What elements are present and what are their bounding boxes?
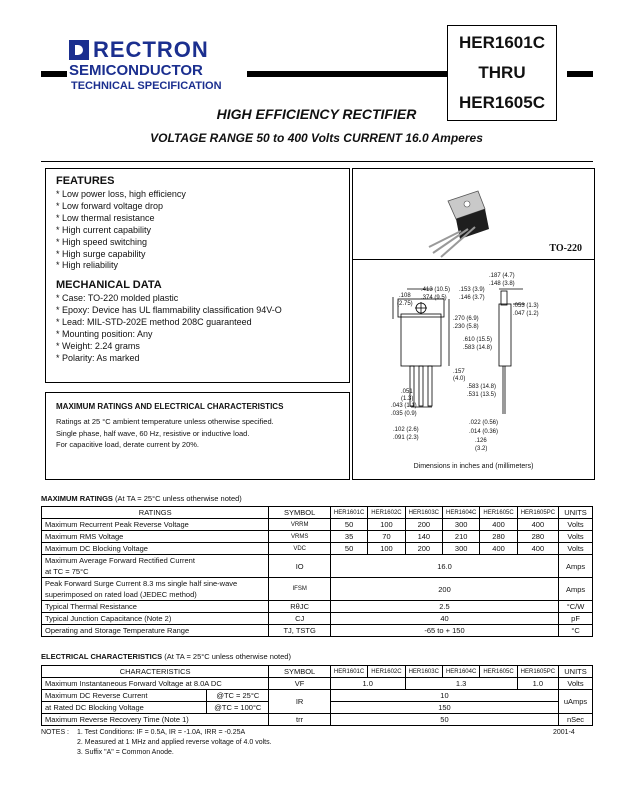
dim-label: .102 (2.6) <box>393 427 419 433</box>
package-box <box>352 168 595 480</box>
note-item: 1. Test Conditions: IF = 0.5A, IR = -1.0A, IRR = -0.25A <box>77 729 246 736</box>
row-unit: uAmps <box>559 690 593 714</box>
row-label: Maximum DC Reverse Current <box>42 690 207 702</box>
row-unit: Amps <box>559 578 593 601</box>
col-header: UNITS <box>559 666 593 678</box>
cell: 200 <box>330 578 558 601</box>
row-symbol: TJ, TSTG <box>269 625 331 637</box>
max-ratings-title <box>41 494 242 503</box>
cell: 1.0 <box>517 678 558 690</box>
notes-label: NOTES : <box>41 729 70 736</box>
cell: 1.0 <box>330 678 405 690</box>
page-subtitle: VOLTAGE RANGE 50 to 400 Volts CURRENT 16.0 Amperes <box>150 131 483 145</box>
col-header: HER1604C <box>443 507 480 519</box>
cell: 50 <box>330 543 367 555</box>
logo <box>69 37 209 63</box>
ratings-note-heading: MAXIMUM RATINGS AND ELECTRICAL CHARACTERISTICS <box>56 402 284 411</box>
row-label <box>42 578 269 601</box>
row-unit: °C <box>559 625 593 637</box>
notes-list <box>77 728 272 758</box>
row-unit: nSec <box>559 714 593 726</box>
mechanical-list <box>56 293 282 364</box>
row-label-line: at TC = 75°C <box>45 567 89 576</box>
list-item: * Lead: MIL-STD-202E method 208C guaranteed <box>56 316 252 327</box>
dim-label: .146 (3.7) <box>459 295 485 301</box>
cell: 100 <box>368 519 405 531</box>
elec-cond: (At TA = 25°C unless otherwise noted) <box>164 652 291 661</box>
cell: 280 <box>480 531 517 543</box>
part-line-2: THRU <box>478 63 526 82</box>
cell: 150 <box>330 702 558 714</box>
row-symbol: IR <box>269 690 331 714</box>
cell: 50 <box>330 714 558 726</box>
table-row <box>42 578 593 601</box>
cell: 400 <box>517 543 558 555</box>
row-symbol: IFSM <box>269 578 331 601</box>
list-item: * High current capability <box>56 224 152 235</box>
cell: 1.3 <box>405 678 517 690</box>
elec-title <box>41 652 291 661</box>
list-item: * Polarity: As marked <box>56 352 140 363</box>
header-rule-left <box>41 71 67 77</box>
dim-label: (1.3) <box>401 396 414 402</box>
row-cond: @TC = 25°C <box>207 690 269 702</box>
dim-label: .413 (10.5) <box>421 287 451 293</box>
cell: 200 <box>405 543 442 555</box>
table-row <box>42 543 593 555</box>
list-item: * Low thermal resistance <box>56 212 155 223</box>
dim-label: .043 (1.1) <box>391 403 417 409</box>
list-item: * Low power loss, high efficiency <box>56 189 186 199</box>
col-header: HER1604C <box>442 666 479 678</box>
cell: 210 <box>443 531 480 543</box>
doc-type: TECHNICAL SPECIFICATION <box>71 80 222 92</box>
part-line-3: HER1605C <box>459 93 545 112</box>
row-label: Maximum Instantaneous Forward Voltage at 8.0A DC <box>42 678 269 690</box>
col-header: RATINGS <box>42 507 269 519</box>
table-row <box>42 531 593 543</box>
table-row <box>42 714 593 726</box>
cell: 2.5 <box>330 601 558 613</box>
brand-name: RECTRON <box>93 37 209 62</box>
features-box <box>45 168 350 383</box>
table-header-row <box>42 507 593 519</box>
dim-label: .153 (3.9) <box>459 287 485 293</box>
row-label: Typical Thermal Resistance <box>42 601 269 613</box>
table-row <box>42 625 593 637</box>
row-symbol: trr <box>269 714 331 726</box>
list-item: * High reliability <box>56 260 119 271</box>
header-rule-right <box>567 71 593 77</box>
table-row <box>42 613 593 625</box>
row-symbol: VF <box>269 678 331 690</box>
to220-package-icon <box>429 191 489 257</box>
list-item: * Low forward voltage drop <box>56 200 164 211</box>
max-ratings-table <box>41 506 593 637</box>
cell: 140 <box>405 531 442 543</box>
max-ratings-cond: (At TA = 25°C unless otherwise noted) <box>115 494 242 503</box>
rectron-logo-icon <box>69 40 89 60</box>
table-row <box>42 555 593 578</box>
cell: 50 <box>330 519 367 531</box>
row-label: Maximum Reverse Recovery Time (Note 1) <box>42 714 269 726</box>
list-item: * High surge capability <box>56 248 146 259</box>
mechanical-heading: MECHANICAL DATA <box>56 279 162 291</box>
ratings-note-line: Ratings at 25 °C ambient temperature unless otherwise specified. <box>56 417 274 426</box>
cell: 40 <box>330 613 558 625</box>
cell: 400 <box>480 543 517 555</box>
package-label: TO-220 <box>549 243 582 254</box>
row-label: Maximum Recurrent Peak Reverse Voltage <box>42 519 269 531</box>
dim-label: (4.0) <box>453 376 466 382</box>
list-item: * High speed switching <box>56 236 148 247</box>
row-label-line: Peak Forward Surge Current 8.3 ms single half sine-wave <box>45 579 238 588</box>
dim-label: .583 (14.8) <box>467 384 497 390</box>
features-heading: FEATURES <box>56 175 115 187</box>
dim-label: .157 <box>453 369 465 375</box>
cell: 35 <box>330 531 367 543</box>
ratings-note-box <box>45 392 350 480</box>
row-symbol: IO <box>269 555 331 578</box>
col-header: HER1603C <box>405 666 442 678</box>
table-row <box>42 519 593 531</box>
cell: 100 <box>368 543 405 555</box>
elec-table <box>41 665 593 726</box>
table-header-row <box>42 666 593 678</box>
row-label-line: Maximum Average Forward Rectified Current <box>45 556 195 565</box>
col-header: HER1602C <box>368 507 405 519</box>
row-label-line: superimposed on rated load (JEDEC method) <box>45 590 197 599</box>
table-row <box>42 678 593 690</box>
row-unit: Amps <box>559 555 593 578</box>
cell: 200 <box>405 519 442 531</box>
cell: 400 <box>517 519 558 531</box>
dim-label: .230 (5.8) <box>453 324 479 330</box>
row-symbol: RθJC <box>269 601 331 613</box>
list-item: * Weight: 2.24 grams <box>56 340 140 351</box>
dim-label: .531 (13.5) <box>467 392 497 398</box>
row-cond: @TC = 100°C <box>207 702 269 714</box>
row-label: Maximum DC Blocking Voltage <box>42 543 269 555</box>
row-unit: °C/W <box>559 601 593 613</box>
dim-label: .022 (0.56) <box>469 420 499 426</box>
cell: 16.0 <box>330 555 558 578</box>
row-symbol: VDC <box>269 543 331 555</box>
list-item: * Epoxy: Device has UL flammability classification 94V-O <box>56 304 282 315</box>
features-list <box>56 189 186 272</box>
cell: -65 to + 150 <box>330 625 558 637</box>
note-item: 2. Measured at 1 MHz and applied reverse voltage of 4.0 volts. <box>77 739 272 746</box>
dim-label: .047 (1.2) <box>513 311 539 317</box>
dim-label: (2.75) <box>397 301 413 307</box>
division: SEMICONDUCTOR <box>69 62 203 79</box>
dim-label: .108 <box>399 293 411 299</box>
dim-label: .270 (6.9) <box>453 316 479 322</box>
col-header: HER1605PC <box>517 507 558 519</box>
col-header: HER1601C <box>330 666 367 678</box>
dim-label: .091 (2.3) <box>393 435 419 441</box>
col-header: HER1605C <box>480 507 517 519</box>
row-symbol: VRMS <box>269 531 331 543</box>
dim-label: .374 (9.5) <box>421 295 447 301</box>
page-title: HIGH EFFICIENCY RECTIFIER <box>216 106 417 122</box>
row-label: Operating and Storage Temperature Range <box>42 625 269 637</box>
ratings-note-line: For capacitive load, derate current by 20%. <box>56 440 199 449</box>
row-unit: pF <box>559 613 593 625</box>
col-header: SYMBOL <box>269 666 331 678</box>
col-header: SYMBOL <box>269 507 331 519</box>
dim-label: .014 (0.36) <box>469 429 499 435</box>
dim-label: .583 (14.8) <box>463 345 493 351</box>
col-header: HER1603C <box>405 507 442 519</box>
cell: 70 <box>368 531 405 543</box>
row-unit: Volts <box>559 519 593 531</box>
col-header: HER1602C <box>368 666 405 678</box>
part-line-1: HER1601C <box>459 33 545 52</box>
elec-label: ELECTRICAL CHARACTERISTICS <box>41 652 163 661</box>
list-item: * Mounting position: Any <box>56 328 153 339</box>
cell: 300 <box>443 543 480 555</box>
col-header: HER1605C <box>480 666 517 678</box>
row-label <box>42 555 269 578</box>
row-symbol: CJ <box>269 613 331 625</box>
divider <box>41 161 593 162</box>
row-label: Maximum RMS Voltage <box>42 531 269 543</box>
dim-label: .053 (1.3) <box>513 303 539 309</box>
cell: 10 <box>330 690 558 702</box>
note-item: 3. Suffix "A" = Common Anode. <box>77 749 174 756</box>
cell: 400 <box>480 519 517 531</box>
dim-label: .610 (15.5) <box>463 337 493 343</box>
table-row <box>42 601 593 613</box>
row-label: at Rated DC Blocking Voltage <box>42 702 207 714</box>
dims-caption: Dimensions in inches and (millimeters) <box>413 463 534 470</box>
row-unit: Volts <box>559 531 593 543</box>
col-header: HER1605PC <box>517 666 558 678</box>
dim-label: .035 (0.9) <box>391 411 417 417</box>
col-header: UNITS <box>559 507 593 519</box>
table-row <box>42 690 593 702</box>
list-item: * Case: TO-220 molded plastic <box>56 293 179 303</box>
row-symbol: VRRM <box>269 519 331 531</box>
row-label: Typical Junction Capacitance (Note 2) <box>42 613 269 625</box>
cell: 300 <box>443 519 480 531</box>
dim-label: .126 <box>475 438 487 444</box>
revision-date: 2001-4 <box>553 729 575 736</box>
dim-label: .148 (3.8) <box>489 281 515 287</box>
max-ratings-label: MAXIMUM RATINGS <box>41 494 113 503</box>
ratings-note-line: Single phase, half wave, 60 Hz, resistive or inductive load. <box>56 428 250 438</box>
ratings-note-text <box>56 416 274 451</box>
header-rule-mid <box>247 71 447 77</box>
col-header: CHARACTERISTICS <box>42 666 269 678</box>
col-header: HER1601C <box>330 507 367 519</box>
row-unit: Volts <box>559 678 593 690</box>
dim-label: .187 (4.7) <box>489 273 515 279</box>
dim-label: (3.2) <box>475 446 488 452</box>
cell: 280 <box>517 531 558 543</box>
dim-label: .051 <box>401 389 413 395</box>
row-unit: Volts <box>559 543 593 555</box>
